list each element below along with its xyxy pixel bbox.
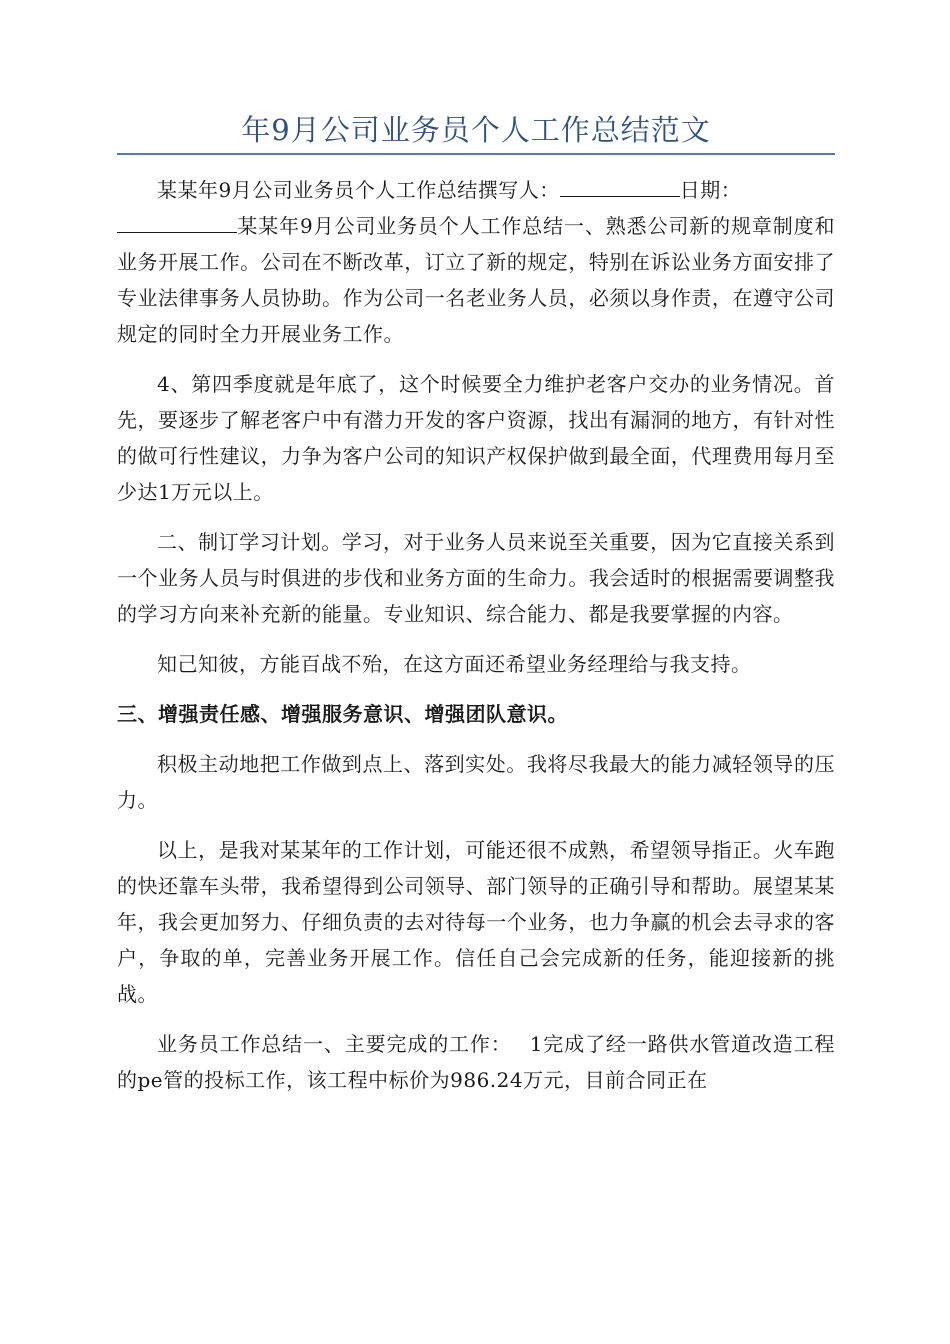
paragraph-fourth-quarter: 4、第四季度就是年底了，这个时候要全力维护老客户交办的业务情况。首先，要逐步了解老客户中有潜力开发的客户资源，找出有漏洞的地方，有针对性的做可行性建议，力争为客户公司的知识产权保护做到最全面，代理费用每月至少达1万元以上。 xyxy=(117,372,835,504)
intro-body-text: 某某年9月公司业务员个人工作总结一、熟悉公司新的规章制度和业务开展工作。公司在不断改革，订立了新的规定，特别在诉讼业务方面安排了专业法律事务人员协助。作为公司一名老业务人员，必须以身作责，在遵守公司规定的同时全力开展业务工作。 xyxy=(117,214,835,346)
document-body xyxy=(117,172,835,1112)
paragraph-proactive: 积极主动地把工作做到点上、落到实处。我将尽我最大的能力减轻领导的压力。 xyxy=(117,752,835,812)
paragraph-study-plan: 二、制订学习计划。学习，对于业务人员来说至关重要，因为它直接关系到一个业务人员与时俱进的步伐和业务方面的生命力。我会适时的根据需要调整我的学习方向来补充新的能量。专业知识、综合能力、都是我要掌握的内容。 xyxy=(117,530,835,626)
paragraph-know-yourself: 知己知彼，方能百战不殆，在这方面还希望业务经理给与我支持。 xyxy=(157,652,752,676)
document-title: 年9月公司业务员个人工作总结范文 xyxy=(241,113,711,147)
paragraph-work-summary: 业务员工作总结一、主要完成的工作： 1完成了经一路供水管道改造工程的pe管的投标工作，该工程中标价为986.24万元，目前合同正在 xyxy=(117,1032,835,1092)
section-heading-responsibility: 三、增强责任感、增强服务意识、增强团队意识。 xyxy=(117,702,568,726)
intro-date-label: 日期： xyxy=(679,178,742,202)
title-underline xyxy=(117,153,835,155)
author-blank xyxy=(560,172,680,197)
paragraph-intro xyxy=(117,172,835,352)
intro-author-label: 某某年9月公司业务员个人工作总结撰写人： xyxy=(157,178,560,202)
paragraph-conclusion: 以上，是我对某某年的工作计划，可能还很不成熟，希望领导指正。火车跑的快还靠车头带，我希望得到公司领导、部门领导的正确引导和帮助。展望某某年，我会更加努力、仔细负责的去对待每一个业务，也力争赢的机会去寻求的客户，争取的单，完善业务开展工作。信任自己会完成新的任务，能迎接新的挑战。 xyxy=(117,838,835,1006)
date-blank xyxy=(117,208,237,233)
